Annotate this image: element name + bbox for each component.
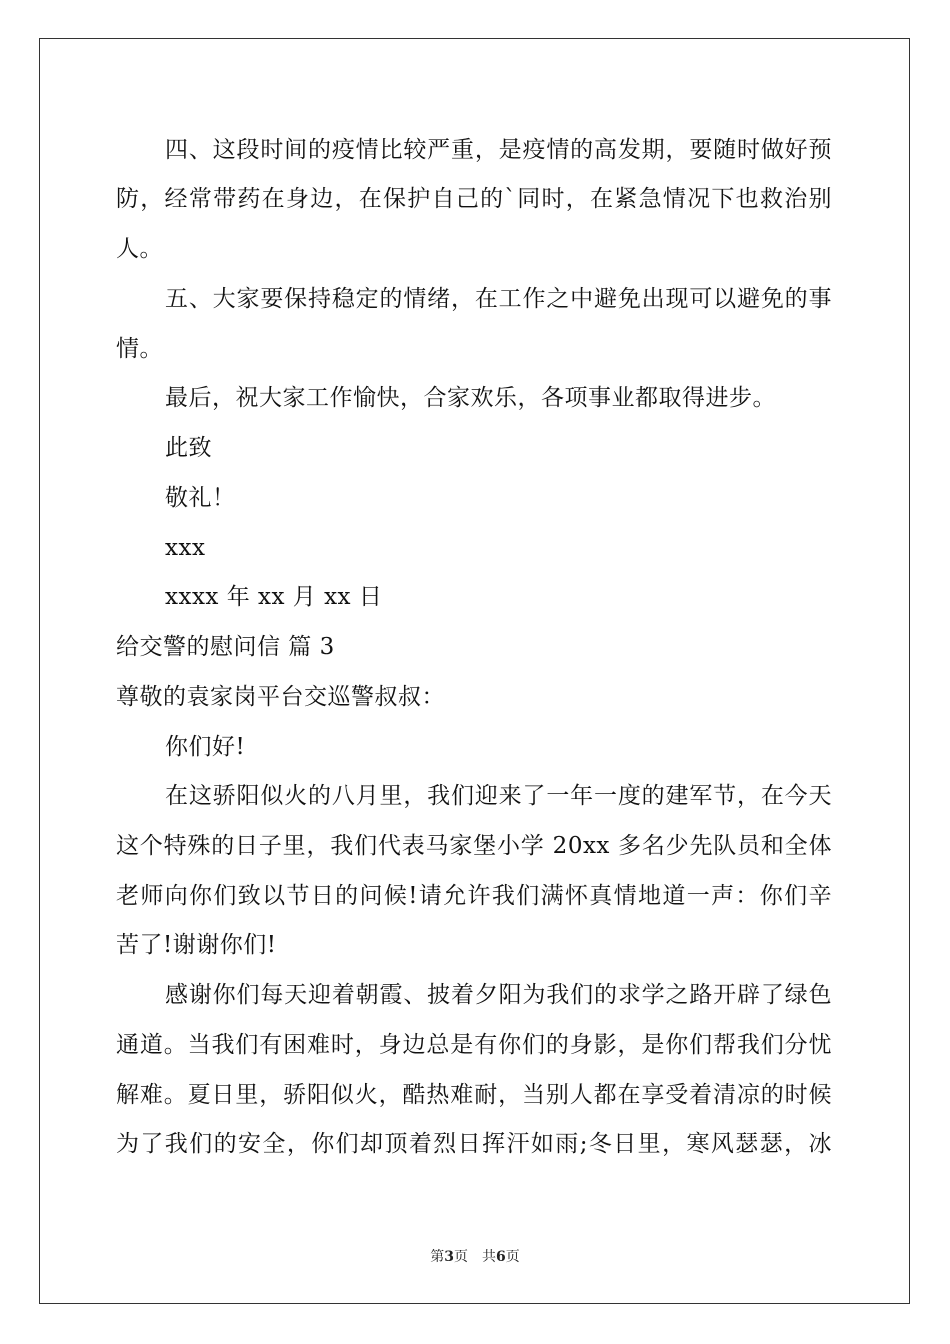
paragraph-line: 这个特殊的日子里，我们代表马家堡小学 20xx 多名少先队员和全体: [116, 833, 832, 859]
hello-line: 你们好!: [165, 734, 246, 760]
paragraph-line: 四、这段时间的疫情比较严重，是疫情的高发期，要随时做好预: [165, 137, 832, 163]
salutation-cizhi: 此致: [165, 435, 212, 461]
page-suffix: 页: [454, 1249, 468, 1265]
paragraph-line: 情。: [116, 336, 163, 362]
salutation-jingli: 敬礼！: [165, 485, 236, 511]
page-border: [39, 38, 910, 1304]
paragraph-line: 解难。夏日里，骄阳似火，酷热难耐，当别人都在享受着清凉的时候: [116, 1082, 832, 1108]
paragraph-line: 老师向你们致以节日的问候!请允许我们满怀真情地道一声：你们辛: [116, 883, 832, 909]
date-line: xxxx 年 xx 月 xx 日: [165, 584, 383, 610]
paragraph-line: 防，经常带药在身边，在保护自己的`同时，在紧急情况下也救治别: [116, 186, 832, 212]
closing-wish: 最后，祝大家工作愉快，合家欢乐，各项事业都取得进步。: [165, 385, 776, 411]
paragraph-line: 苦了!谢谢你们!: [116, 932, 277, 958]
paragraph-line: 五、大家要保持稳定的情绪，在工作之中避免出现可以避免的事: [165, 286, 832, 312]
paragraph-line: 人。: [116, 236, 163, 262]
paragraph-line: 感谢你们每天迎着朝霞、披着夕阳为我们的求学之路开辟了绿色: [165, 982, 832, 1008]
page-number: 3: [444, 1249, 454, 1265]
section-title: 给交警的慰问信 篇 3: [116, 634, 335, 660]
paragraph-line: 在这骄阳似火的八月里，我们迎来了一年一度的建军节，在今天: [165, 783, 832, 809]
page-footer: [0, 1248, 950, 1266]
signature: xxx: [165, 535, 206, 561]
total-prefix: 共: [482, 1249, 496, 1265]
total-pages: 6: [496, 1249, 506, 1265]
letter-greeting: 尊敬的袁家岗平台交巡警叔叔：: [116, 684, 445, 710]
paragraph-line: 为了我们的安全，你们却顶着烈日挥汗如雨;冬日里，寒风瑟瑟，冰: [116, 1131, 832, 1157]
page-prefix: 第: [430, 1249, 445, 1265]
total-suffix: 页: [505, 1249, 520, 1265]
paragraph-line: 通道。当我们有困难时，身边总是有你们的身影，是你们帮我们分忧: [116, 1032, 832, 1058]
